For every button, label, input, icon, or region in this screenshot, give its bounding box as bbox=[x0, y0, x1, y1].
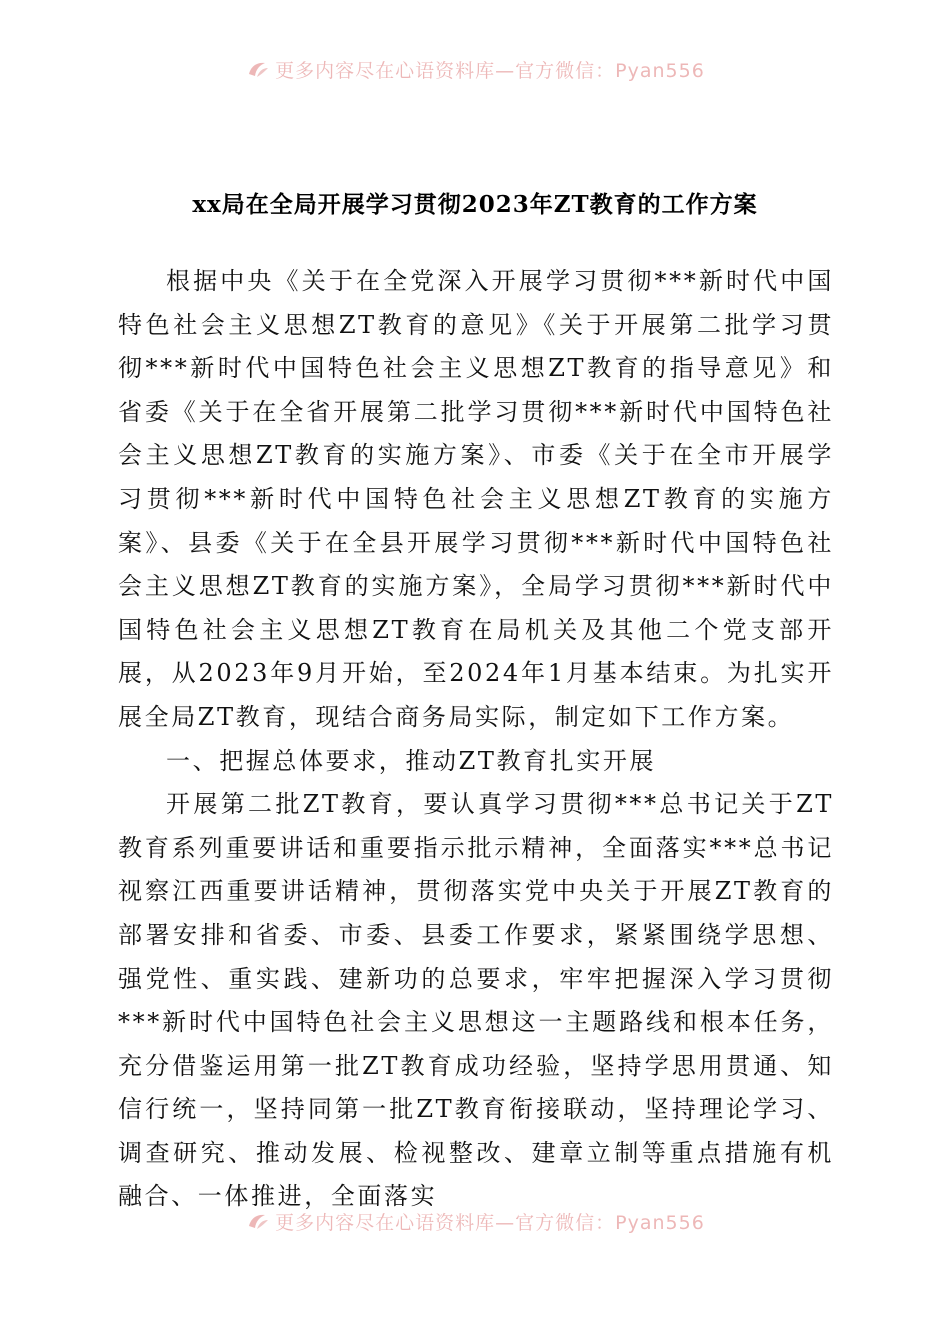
watermark-footer bbox=[0, 1206, 950, 1236]
watermark-text: 更多内容尽在心语资料库—官方微信：Pyan556 bbox=[275, 59, 705, 82]
watermark-header bbox=[0, 54, 950, 84]
logo-icon bbox=[245, 1208, 271, 1234]
watermark-text: 更多内容尽在心语资料库—官方微信：Pyan556 bbox=[275, 1211, 705, 1234]
document-body bbox=[118, 260, 834, 1219]
section-heading-1: 一、把握总体要求，推动ZT教育扎实开展 bbox=[166, 746, 657, 775]
paragraph-intro: 根据中央《关于在全党深入开展学习贯彻***新时代中国特色社会主义思想ZT教育的意见》《关于开展第二批学习贯彻***新时代中国特色社会主义思想ZT教育的指导意见》和省委《关于在全省开展第二批学习贯彻***新时代中国特色社会主义思想ZT教育的实施方案》、市委《关于在全市开展学习贯彻***新时代中国特色社会主义思想ZT教育的实施方案》、县委《关于在全县开展学习贯彻***新时代中国特色社会主义思想ZT教育的实施方案》，全局学习贯彻***新时代中国特色社会主义思想ZT教育在局机关及其他二个党支部开展，从2023年9月开始，至2024年1月基本结束。为扎实开展全局ZT教育，现结合商务局实际，制定如下工作方案。 bbox=[118, 267, 834, 731]
paragraph-section-1: 开展第二批ZT教育，要认真学习贯彻***总书记关于ZT教育系列重要讲话和重要指示批示精神，全面落实***总书记视察江西重要讲话精神，贯彻落实党中央关于开展ZT教育的部署安排和省委、市委、县委工作要求，紧紧围绕学思想、强党性、重实践、建新功的总要求，牢牢把握深入学习贯彻***新时代中国特色社会主义思想这一主题路线和根本任务，充分借鉴运用第一批ZT教育成功经验，坚持学思用贯通、知信行统一，坚持同第一批ZT教育衔接联动，坚持理论学习、调查研究、推动发展、检视整改、建章立制等重点措施有机融合、一体推进，全面落实 bbox=[118, 790, 834, 1211]
document-title: xx局在全局开展学习贯彻2023年ZT教育的工作方案 bbox=[192, 191, 758, 218]
logo-icon bbox=[245, 56, 271, 82]
